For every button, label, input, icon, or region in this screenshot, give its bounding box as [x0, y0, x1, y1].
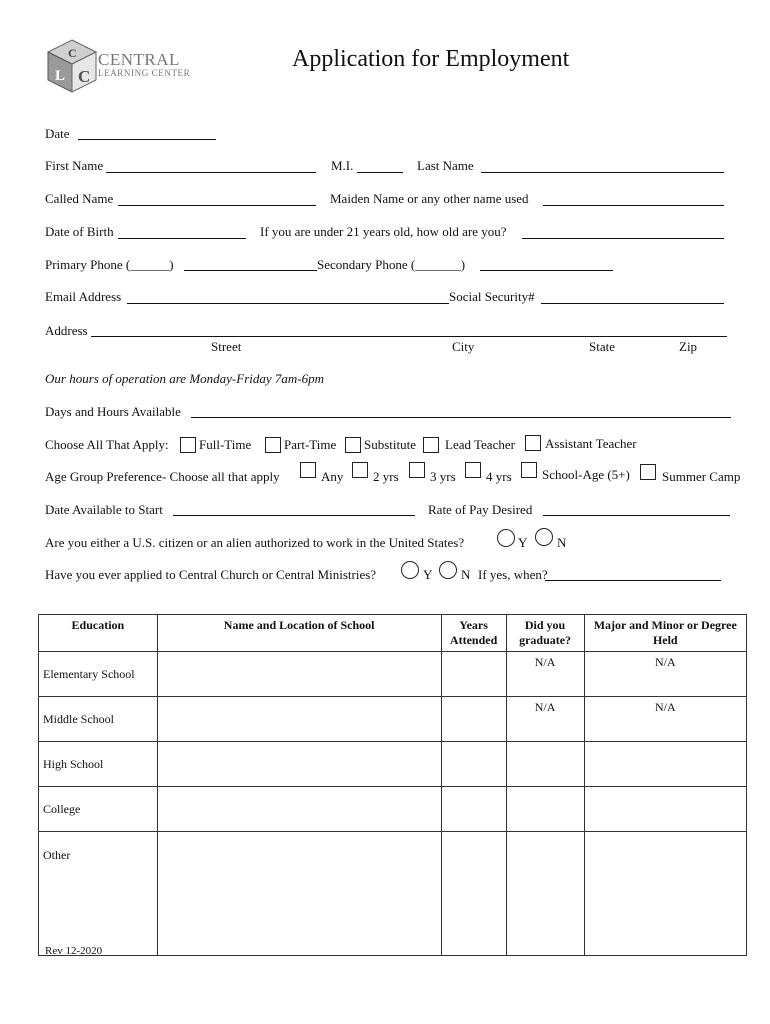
- age-school-label: School-Age (5+): [542, 467, 630, 482]
- age-2yrs-checkbox[interactable]: [352, 462, 368, 478]
- logo-subtitle: LEARNING CENTER: [98, 68, 191, 78]
- revision-note: Rev 12-2020: [45, 945, 103, 957]
- years-cell[interactable]: [441, 652, 506, 697]
- row-label-middle: Middle School: [39, 697, 158, 742]
- degree-cell[interactable]: [584, 787, 746, 832]
- central-logo-cube-icon: [44, 38, 100, 94]
- degree-cell[interactable]: N/A: [584, 652, 746, 697]
- pay-field[interactable]: [543, 515, 730, 516]
- part-time-label: Part-Time: [284, 437, 337, 452]
- degree-cell[interactable]: [584, 832, 746, 956]
- school-cell[interactable]: [157, 787, 441, 832]
- table-row: [39, 652, 747, 697]
- called-name-field[interactable]: [118, 205, 316, 206]
- citizen-label: Are you either a U.S. citizen or an alien authorized to work in the United States?: [45, 535, 465, 550]
- maiden-name-field[interactable]: [543, 205, 724, 206]
- degree-cell[interactable]: [584, 742, 746, 787]
- city-label: City: [452, 339, 475, 354]
- ssn-label: Social Security#: [449, 289, 535, 304]
- full-time-label: Full-Time: [199, 437, 252, 452]
- school-header: Name and Location of School: [157, 615, 441, 652]
- years-cell[interactable]: [441, 742, 506, 787]
- age-any-label: Any: [321, 469, 344, 484]
- dob-label: Date of Birth: [45, 224, 114, 239]
- assistant-teacher-label: Assistant Teacher: [545, 436, 637, 451]
- education-header: Education: [39, 615, 158, 652]
- street-label: Street: [211, 339, 242, 354]
- secondary-phone-label: Secondary Phone (_______): [317, 257, 466, 272]
- last-name-label: Last Name: [417, 158, 474, 173]
- hours-note: Our hours of operation are Monday-Friday 7am-6pm: [45, 371, 324, 386]
- education-table: [38, 614, 747, 956]
- age-3yrs-checkbox[interactable]: [409, 462, 425, 478]
- graduate-cell[interactable]: [506, 832, 584, 956]
- degree-cell[interactable]: N/A: [584, 697, 746, 742]
- start-date-field[interactable]: [173, 515, 415, 516]
- graduate-cell[interactable]: N/A: [506, 652, 584, 697]
- dob-field[interactable]: [118, 238, 246, 239]
- mi-field[interactable]: [357, 172, 403, 173]
- assistant-teacher-checkbox[interactable]: [525, 435, 541, 451]
- apply-label: Choose All That Apply:: [45, 437, 169, 452]
- graduate-header: [506, 615, 584, 652]
- full-time-checkbox[interactable]: [180, 437, 196, 453]
- ssn-field[interactable]: [541, 303, 724, 304]
- substitute-label: Substitute: [364, 437, 417, 452]
- school-cell[interactable]: [157, 742, 441, 787]
- row-label-other: Other: [39, 832, 158, 956]
- age-field[interactable]: [522, 238, 724, 239]
- mi-label: M.I.: [331, 158, 354, 173]
- table-row: [39, 697, 747, 742]
- school-cell[interactable]: [157, 697, 441, 742]
- cube-letter-top: C: [68, 46, 77, 60]
- substitute-checkbox[interactable]: [345, 437, 361, 453]
- applied-yes-label: Y: [423, 567, 433, 582]
- age-4yrs-label: 4 yrs: [486, 469, 512, 484]
- cube-letter-left: L: [55, 68, 66, 84]
- under21-label: If you are under 21 years old, how old are you?: [260, 224, 507, 239]
- school-cell[interactable]: [157, 832, 441, 956]
- pay-label: Rate of Pay Desired: [428, 502, 533, 517]
- date-label: Date: [45, 126, 70, 141]
- table-row: [39, 832, 747, 956]
- cube-letter-right: C: [78, 67, 91, 86]
- row-label-elementary: Elementary School: [39, 652, 158, 697]
- applied-label: Have you ever applied to Central Church or Central Ministries?: [45, 567, 377, 582]
- citizen-no-label: N: [557, 535, 567, 550]
- age-3yrs-label: 3 yrs: [430, 469, 456, 484]
- years-cell[interactable]: [441, 832, 506, 956]
- years-cell[interactable]: [441, 697, 506, 742]
- zip-label: Zip: [679, 339, 698, 354]
- age-4yrs-checkbox[interactable]: [465, 462, 481, 478]
- state-label: State: [589, 339, 615, 354]
- part-time-checkbox[interactable]: [265, 437, 281, 453]
- years-header-text: Years Attended: [449, 618, 498, 647]
- last-name-field[interactable]: [481, 172, 724, 173]
- days-hours-label: Days and Hours Available: [45, 404, 181, 419]
- lead-teacher-label: Lead Teacher: [445, 437, 515, 452]
- row-label-college: College: [39, 787, 158, 832]
- days-hours-field[interactable]: [191, 417, 731, 418]
- maiden-name-label: Maiden Name or any other name used: [330, 191, 529, 206]
- called-name-label: Called Name: [45, 191, 114, 206]
- applied-no-radio[interactable]: [439, 561, 457, 579]
- secondary-phone-field[interactable]: [480, 270, 613, 271]
- address-label: Address: [45, 323, 88, 338]
- date-field[interactable]: [78, 139, 216, 140]
- first-name-field[interactable]: [106, 172, 316, 173]
- age-2yrs-label: 2 yrs: [373, 469, 399, 484]
- degree-header: Major and Minor or Degree Held: [584, 615, 746, 652]
- graduate-cell[interactable]: [506, 787, 584, 832]
- age-any-checkbox[interactable]: [300, 462, 316, 478]
- graduate-header-text: Did you graduate?: [519, 618, 572, 647]
- page-title: Application for Employment: [292, 46, 570, 72]
- first-name-label: First Name: [45, 158, 104, 173]
- if-yes-label: If yes, when?: [478, 567, 548, 582]
- citizen-no-radio[interactable]: [535, 528, 553, 546]
- graduate-cell[interactable]: N/A: [506, 697, 584, 742]
- citizen-yes-label: Y: [518, 535, 528, 550]
- age-school-checkbox[interactable]: [521, 462, 537, 478]
- applied-no-label: N: [461, 567, 471, 582]
- education-header-row: [39, 615, 747, 652]
- age-summer-checkbox[interactable]: [640, 464, 656, 480]
- table-row: [39, 787, 747, 832]
- primary-phone-label: Primary Phone (______): [45, 257, 174, 272]
- school-cell[interactable]: [157, 652, 441, 697]
- primary-phone-field[interactable]: [184, 270, 317, 271]
- lead-teacher-checkbox[interactable]: [423, 437, 439, 453]
- row-label-high: High School: [39, 742, 158, 787]
- age-group-label: Age Group Preference- Choose all that apply: [45, 469, 280, 484]
- start-date-label: Date Available to Start: [45, 502, 163, 517]
- years-cell[interactable]: [441, 787, 506, 832]
- address-field[interactable]: [91, 336, 727, 337]
- citizen-yes-radio[interactable]: [497, 529, 515, 547]
- applied-when-field[interactable]: [545, 580, 721, 581]
- applied-yes-radio[interactable]: [401, 561, 419, 579]
- graduate-cell[interactable]: [506, 742, 584, 787]
- table-row: [39, 742, 747, 787]
- email-label: Email Address: [45, 289, 122, 304]
- years-header: [441, 615, 506, 652]
- age-summer-label: Summer Camp: [662, 469, 741, 484]
- logo-name: CENTRAL: [98, 50, 180, 69]
- email-field[interactable]: [127, 303, 449, 304]
